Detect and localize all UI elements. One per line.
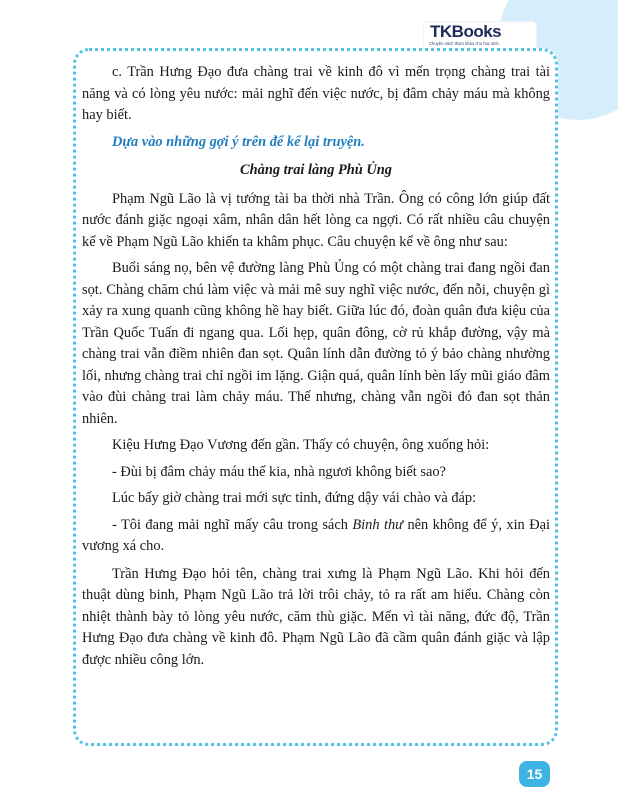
story-paragraph-7: Trần Hưng Đạo hỏi tên, chàng trai xưng là Phạm Ngũ Lão. Khi hỏi đến thuật dùng binh, Phạm Ngũ Lão trả lời trôi chảy, tỏ ra rất am hiểu. Chàng còn nhiệt thành bày tỏ lòng yêu nước, căm thù giặc. Mến vì tài năng, đức độ, Trần Hưng Đạo đưa chàng về kinh đô. Phạm Ngũ Lão đã cầm quân đánh giặc và lập được nhiều công lớn. xyxy=(82,565,550,668)
logo-brand: TKBooks xyxy=(430,22,502,41)
logo-tagline: Chuyên sách tham khảo cho học sinh xyxy=(429,41,499,46)
dialogue-start: - Tôi đang mải nghĩ mấy câu trong sách xyxy=(112,516,353,533)
page-number-badge: 15 xyxy=(519,761,550,787)
book-title: Binh thư xyxy=(352,516,404,533)
intro-paragraph: c. Trần Hưng Đạo đưa chàng trai về kinh đô vì mến trọng chàng trai tài năng và có lòng yêu nước: mải nghĩ đến việc nước, bị đâm chảy máu mà không hay biết. xyxy=(82,64,550,123)
story-paragraph-3: Kiệu Hưng Đạo Vương đến gần. Thấy có chuyện, ông xuống hỏi: xyxy=(112,437,490,453)
story-paragraph-4: - Đùi bị đâm chảy máu thế kia, nhà ngươi không biết sao? xyxy=(112,463,446,480)
story-paragraph-6 xyxy=(82,515,550,558)
story-paragraph-1: Phạm Ngũ Lão là vị tướng tài ba thời nhà Trần. Ông có công lớn giúp đất nước đánh giặc ngoại xâm, nhân dân hết lòng ca ngợi. Có rất nhiều câu chuyện kể về Phạm Ngũ Lão khiến ta khâm phục. Câu chuyện kể về ông như sau: xyxy=(82,190,550,250)
subheading-text: Dựa vào những gợi ý trên để kể lại truyện. xyxy=(112,133,365,150)
story-paragraph-2: Buổi sáng nọ, bên vệ đường làng Phù Ủng có một chàng trai đang ngồi đan sọt. Chàng chăm chú làm việc và mải mê suy nghĩ việc nước, đến nỗi, chuyện gì xảy ra xung quanh cũng không hề hay biết. Giữa lúc đó, đoàn quân đưa kiệu của Trần Quốc Tuấn đi ngang qua. Lối hẹp, quân đông, cờ rủ khắp đường, vậy mà chàng trai vẫn điềm nhiên đan sọt. Quân lính dẫn đường tỏ ý bảo chàng nhường lối, nhưng chàng trai chỉ ngồi im lặng. Giận quá, quân lính bèn lấy mũi giáo đâm vào đùi chàng trai làm chảy máu. Thế nhưng, chàng vẫn ngồi đó đan sọt thản nhiên. xyxy=(82,260,550,427)
story-paragraph-5: Lúc bấy giờ chàng trai mới sực tỉnh, đứng dậy vái chào và đáp: xyxy=(112,490,477,506)
subheading xyxy=(82,132,550,154)
story-title xyxy=(82,160,550,182)
story-title-text: Chàng trai làng Phù Ủng xyxy=(240,162,392,178)
page-content xyxy=(82,62,550,676)
dialogue-end: nên không để ý, xin Đại vương xá cho. xyxy=(82,516,550,554)
